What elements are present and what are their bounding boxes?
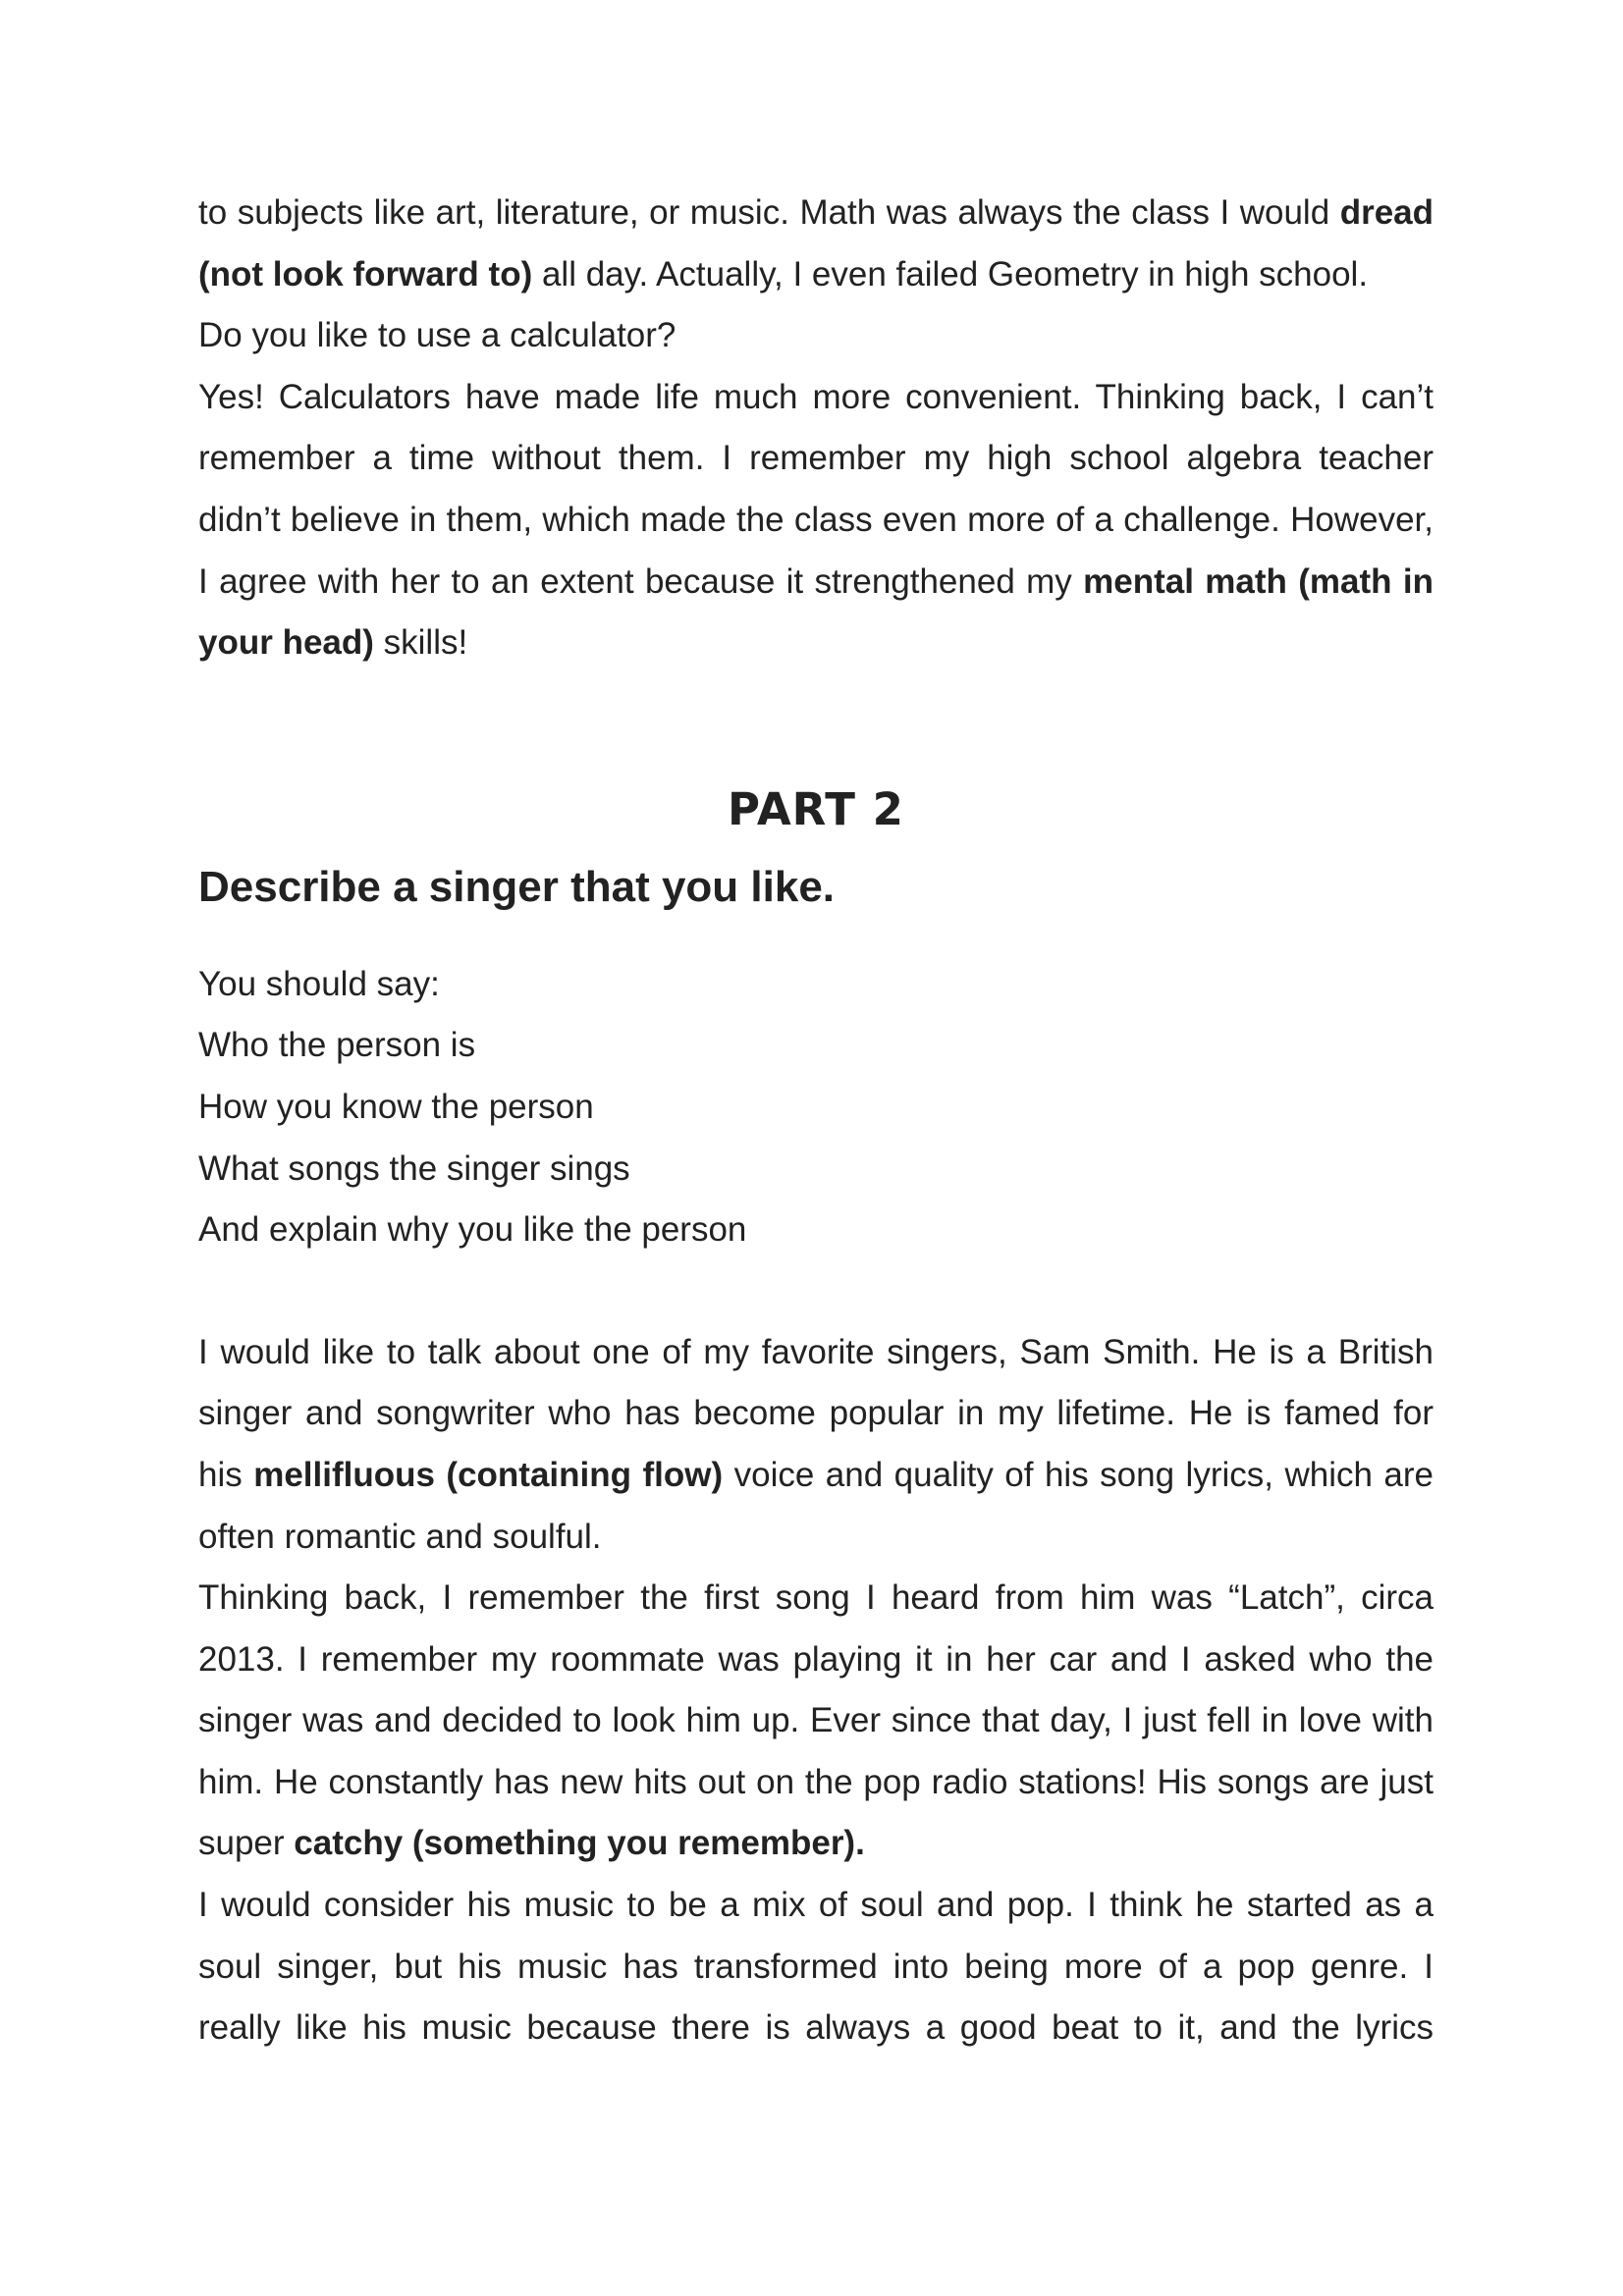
cue-card-list (198, 954, 1434, 1261)
paragraph-math-dread (198, 183, 1434, 305)
question-calculator: Do you like to use a calculator? (198, 316, 676, 355)
cue-item: How you know the person (198, 1087, 594, 1126)
text-run: all day. Actually, I even failed Geometry in high school. (532, 254, 1369, 294)
cue-item: And explain why you like the person (198, 1210, 747, 1250)
text-run: Thinking back, I remember the first song I heard from him was “Latch”, circa 2013. I remember my roommate was playing it in her car and I asked who the singer was and decided to look him up. Ever since that day, I just fell in love with him. He constantly has new hits out on the pop radio stations! His songs are just super (198, 1578, 1434, 1863)
paragraph-answer-genre (198, 1875, 1434, 2059)
vocab-mellifluous: mellifluous (containing flow) (253, 1455, 724, 1494)
text-run: voice and quality of his song lyrics, which are often romantic and soulful. (198, 1455, 1434, 1556)
cue-item: What songs the singer sings (198, 1148, 630, 1188)
vocab-catchy: catchy (something you remember). (294, 1824, 865, 1863)
part-heading: PART 2 (728, 782, 904, 835)
text-run: I would like to talk about one of my favorite singers, Sam Smith. He is a British singer and songwriter who has become popular in my lifetime. He is famed for his (198, 1332, 1434, 1494)
prompt-title: Describe a singer that you like. (198, 862, 836, 911)
text-run: I would consider his music to be a mix of soul and pop. I think he started as a soul singer, but his music has transformed into being more of a pop genre. I really like his music because there is always a good beat to it, and the lyrics (198, 1886, 1434, 2048)
document-page (198, 183, 1434, 2059)
paragraph-answer-intro (198, 1322, 1434, 1568)
text-run: Yes! Calculators have made life much more convenient. Thinking back, I can’t remember a time without them. I remember my high school algebra teacher didn’t believe in them, which made the class even more of a challenge. However, I agree with her to an extent because it strengthened my (198, 377, 1434, 601)
vocab-mental-math: mental math (math in your head) (198, 561, 1434, 663)
cue-item: You should say: (198, 964, 440, 1003)
paragraph-calculator-answer (198, 367, 1434, 674)
text-run: to subjects like art, literature, or music. Math was always the class I would (198, 193, 1340, 232)
vocab-dread: dread (not look forward to) (198, 193, 1434, 294)
paragraph-answer-latch (198, 1568, 1434, 1875)
text-run: skills! (373, 623, 468, 663)
cue-item: Who the person is (198, 1026, 476, 1065)
